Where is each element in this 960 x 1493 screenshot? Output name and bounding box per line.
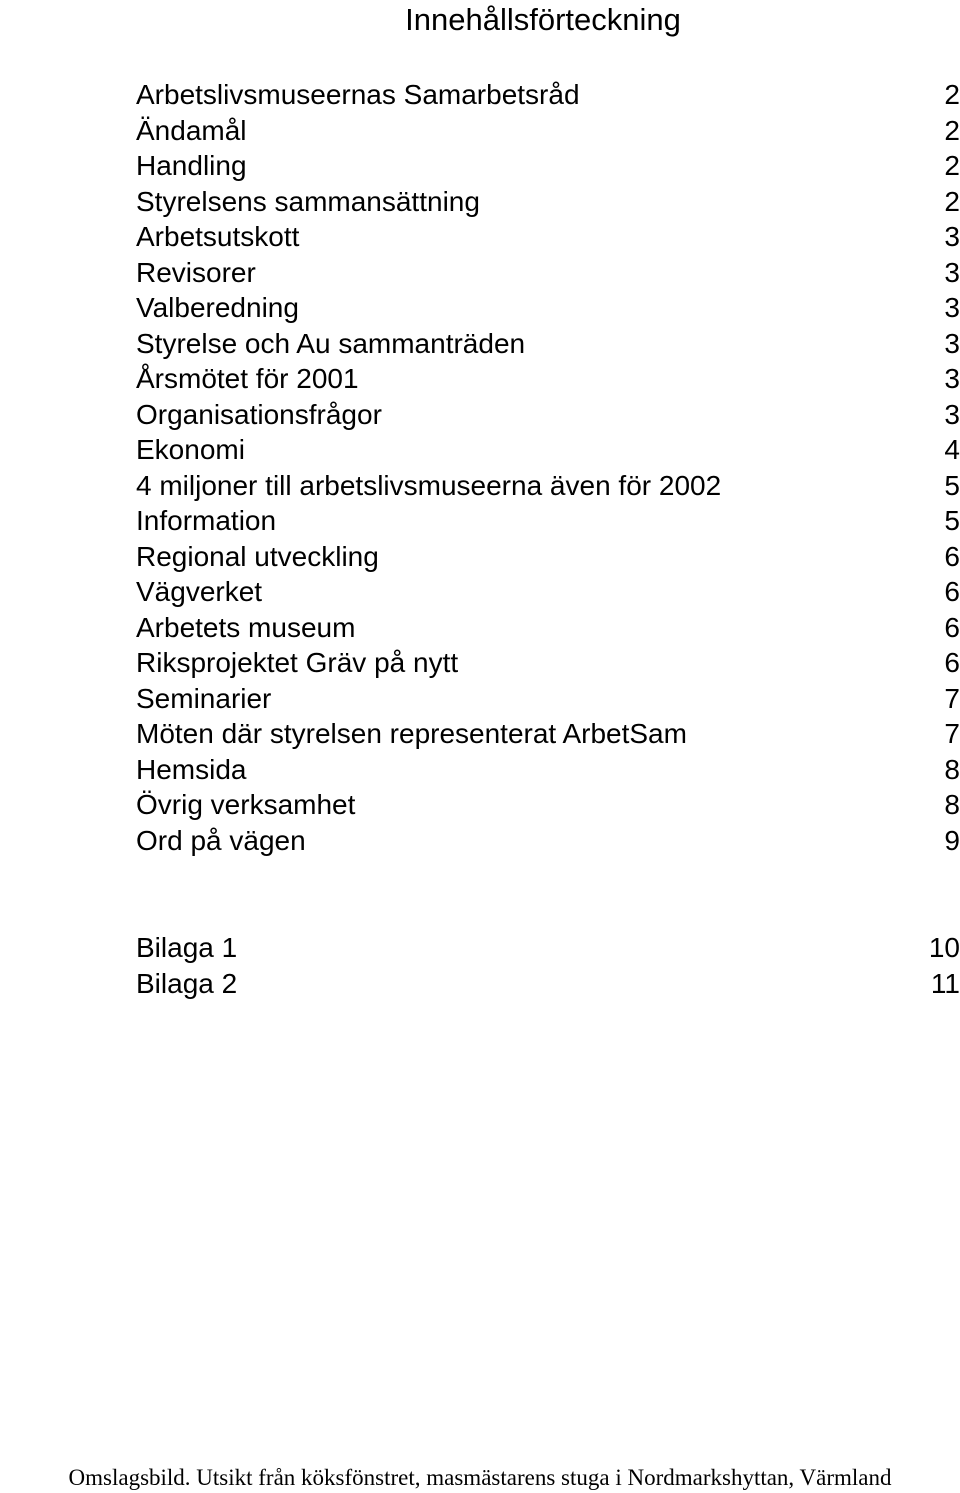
toc-entry-label: Arbetets museum — [136, 611, 356, 643]
toc-entry — [136, 681, 960, 717]
toc-entry — [136, 397, 960, 433]
toc-entry-label: Årsmötet för 2001 — [136, 363, 359, 394]
page-title: Innehållsförteckning — [405, 2, 681, 37]
appendix-entry-label: Bilaga 2 — [136, 967, 238, 999]
toc-entry-label: Ändamål — [136, 114, 247, 146]
toc-entry — [136, 326, 960, 362]
toc-entry-page: 5 — [944, 469, 960, 501]
toc-entry-label: Vägverket — [136, 576, 263, 607]
toc-entry-page: 6 — [944, 611, 960, 643]
toc-list — [136, 77, 960, 858]
toc-entry — [136, 716, 960, 752]
appendix-entry — [136, 930, 960, 966]
toc-entry-label: Information — [136, 505, 277, 536]
toc-entry — [136, 184, 960, 220]
toc-entry-page: 6 — [944, 647, 960, 678]
toc-entry-page: 8 — [944, 789, 960, 820]
appendix-entry-label: Bilaga 1 — [136, 932, 238, 963]
toc-entry-page: 3 — [944, 292, 960, 323]
toc-entry — [136, 113, 960, 149]
toc-entry-label: Hemsida — [136, 753, 247, 785]
toc-entry — [136, 148, 960, 184]
toc-entry-label: Riksprojektet Gräv på nytt — [136, 647, 459, 678]
toc-entry — [136, 361, 960, 397]
toc-entry-page: 2 — [944, 185, 960, 217]
toc-entry-page: 6 — [944, 576, 960, 607]
toc-entry-label: Styrelsens sammansättning — [136, 185, 480, 217]
toc-entry-label: Handling — [136, 150, 247, 181]
toc-entry-label: Seminarier — [136, 682, 272, 714]
toc-entry-page: 3 — [944, 256, 960, 288]
toc-entry-label: Arbetslivsmuseernas Samarbetsråd — [136, 79, 580, 110]
toc-entry-label: Möten där styrelsen representerat ArbetSam — [136, 718, 687, 749]
toc-entry — [136, 787, 960, 823]
toc-entry-page: 5 — [944, 505, 960, 536]
toc-entry-label: Övrig verksamhet — [136, 789, 356, 820]
toc-entry-page: 2 — [944, 79, 960, 110]
toc-entry-page: 3 — [944, 221, 960, 252]
toc-entry-page: 6 — [944, 540, 960, 572]
toc-entry — [136, 255, 960, 291]
toc-entry — [136, 468, 960, 504]
toc-entry-label: Regional utveckling — [136, 540, 379, 572]
toc-entry-page: 3 — [944, 327, 960, 359]
toc-entry-page: 9 — [944, 824, 960, 856]
toc-entry-page: 8 — [944, 753, 960, 785]
toc-entry — [136, 752, 960, 788]
toc-entry-page: 7 — [944, 718, 960, 749]
toc-entry — [136, 823, 960, 859]
toc-entry-page: 2 — [944, 114, 960, 146]
toc-entry-label: Valberedning — [136, 292, 299, 323]
toc-entry — [136, 610, 960, 646]
appendix-entry — [136, 966, 960, 1002]
toc-entry-page: 3 — [944, 363, 960, 394]
toc-entry — [136, 432, 960, 468]
toc-entry-label: Ord på vägen — [136, 824, 306, 856]
toc-entry-page: 2 — [944, 150, 960, 181]
appendix-list — [136, 930, 960, 1001]
toc-entry — [136, 219, 960, 255]
toc-entry-label: Organisationsfrågor — [136, 398, 382, 430]
toc-entry-page: 7 — [944, 682, 960, 714]
toc-entry-label: Revisorer — [136, 256, 256, 288]
toc-entry — [136, 290, 960, 326]
appendix-entry-page: 10 — [928, 932, 960, 963]
toc-entry-label: 4 miljoner till arbetslivsmuseerna även för 2002 — [136, 469, 722, 501]
toc-entry — [136, 574, 960, 610]
toc-entry-page: 3 — [944, 398, 960, 430]
toc-entry-label: Arbetsutskott — [136, 221, 300, 252]
toc-entry — [136, 645, 960, 681]
toc-entry — [136, 77, 960, 113]
toc-entry — [136, 503, 960, 539]
appendix-entry-page: 11 — [930, 967, 960, 999]
toc-entry-label: Styrelse och Au sammanträden — [136, 327, 526, 359]
toc-entry — [136, 539, 960, 575]
toc-entry-page: 4 — [944, 434, 960, 465]
cover-photo-caption: Omslagsbild. Utsikt från köksfönstret, masmästarens stuga i Nordmarkshyttan, Värmland — [68, 1465, 892, 1490]
toc-entry-label: Ekonomi — [136, 434, 245, 465]
